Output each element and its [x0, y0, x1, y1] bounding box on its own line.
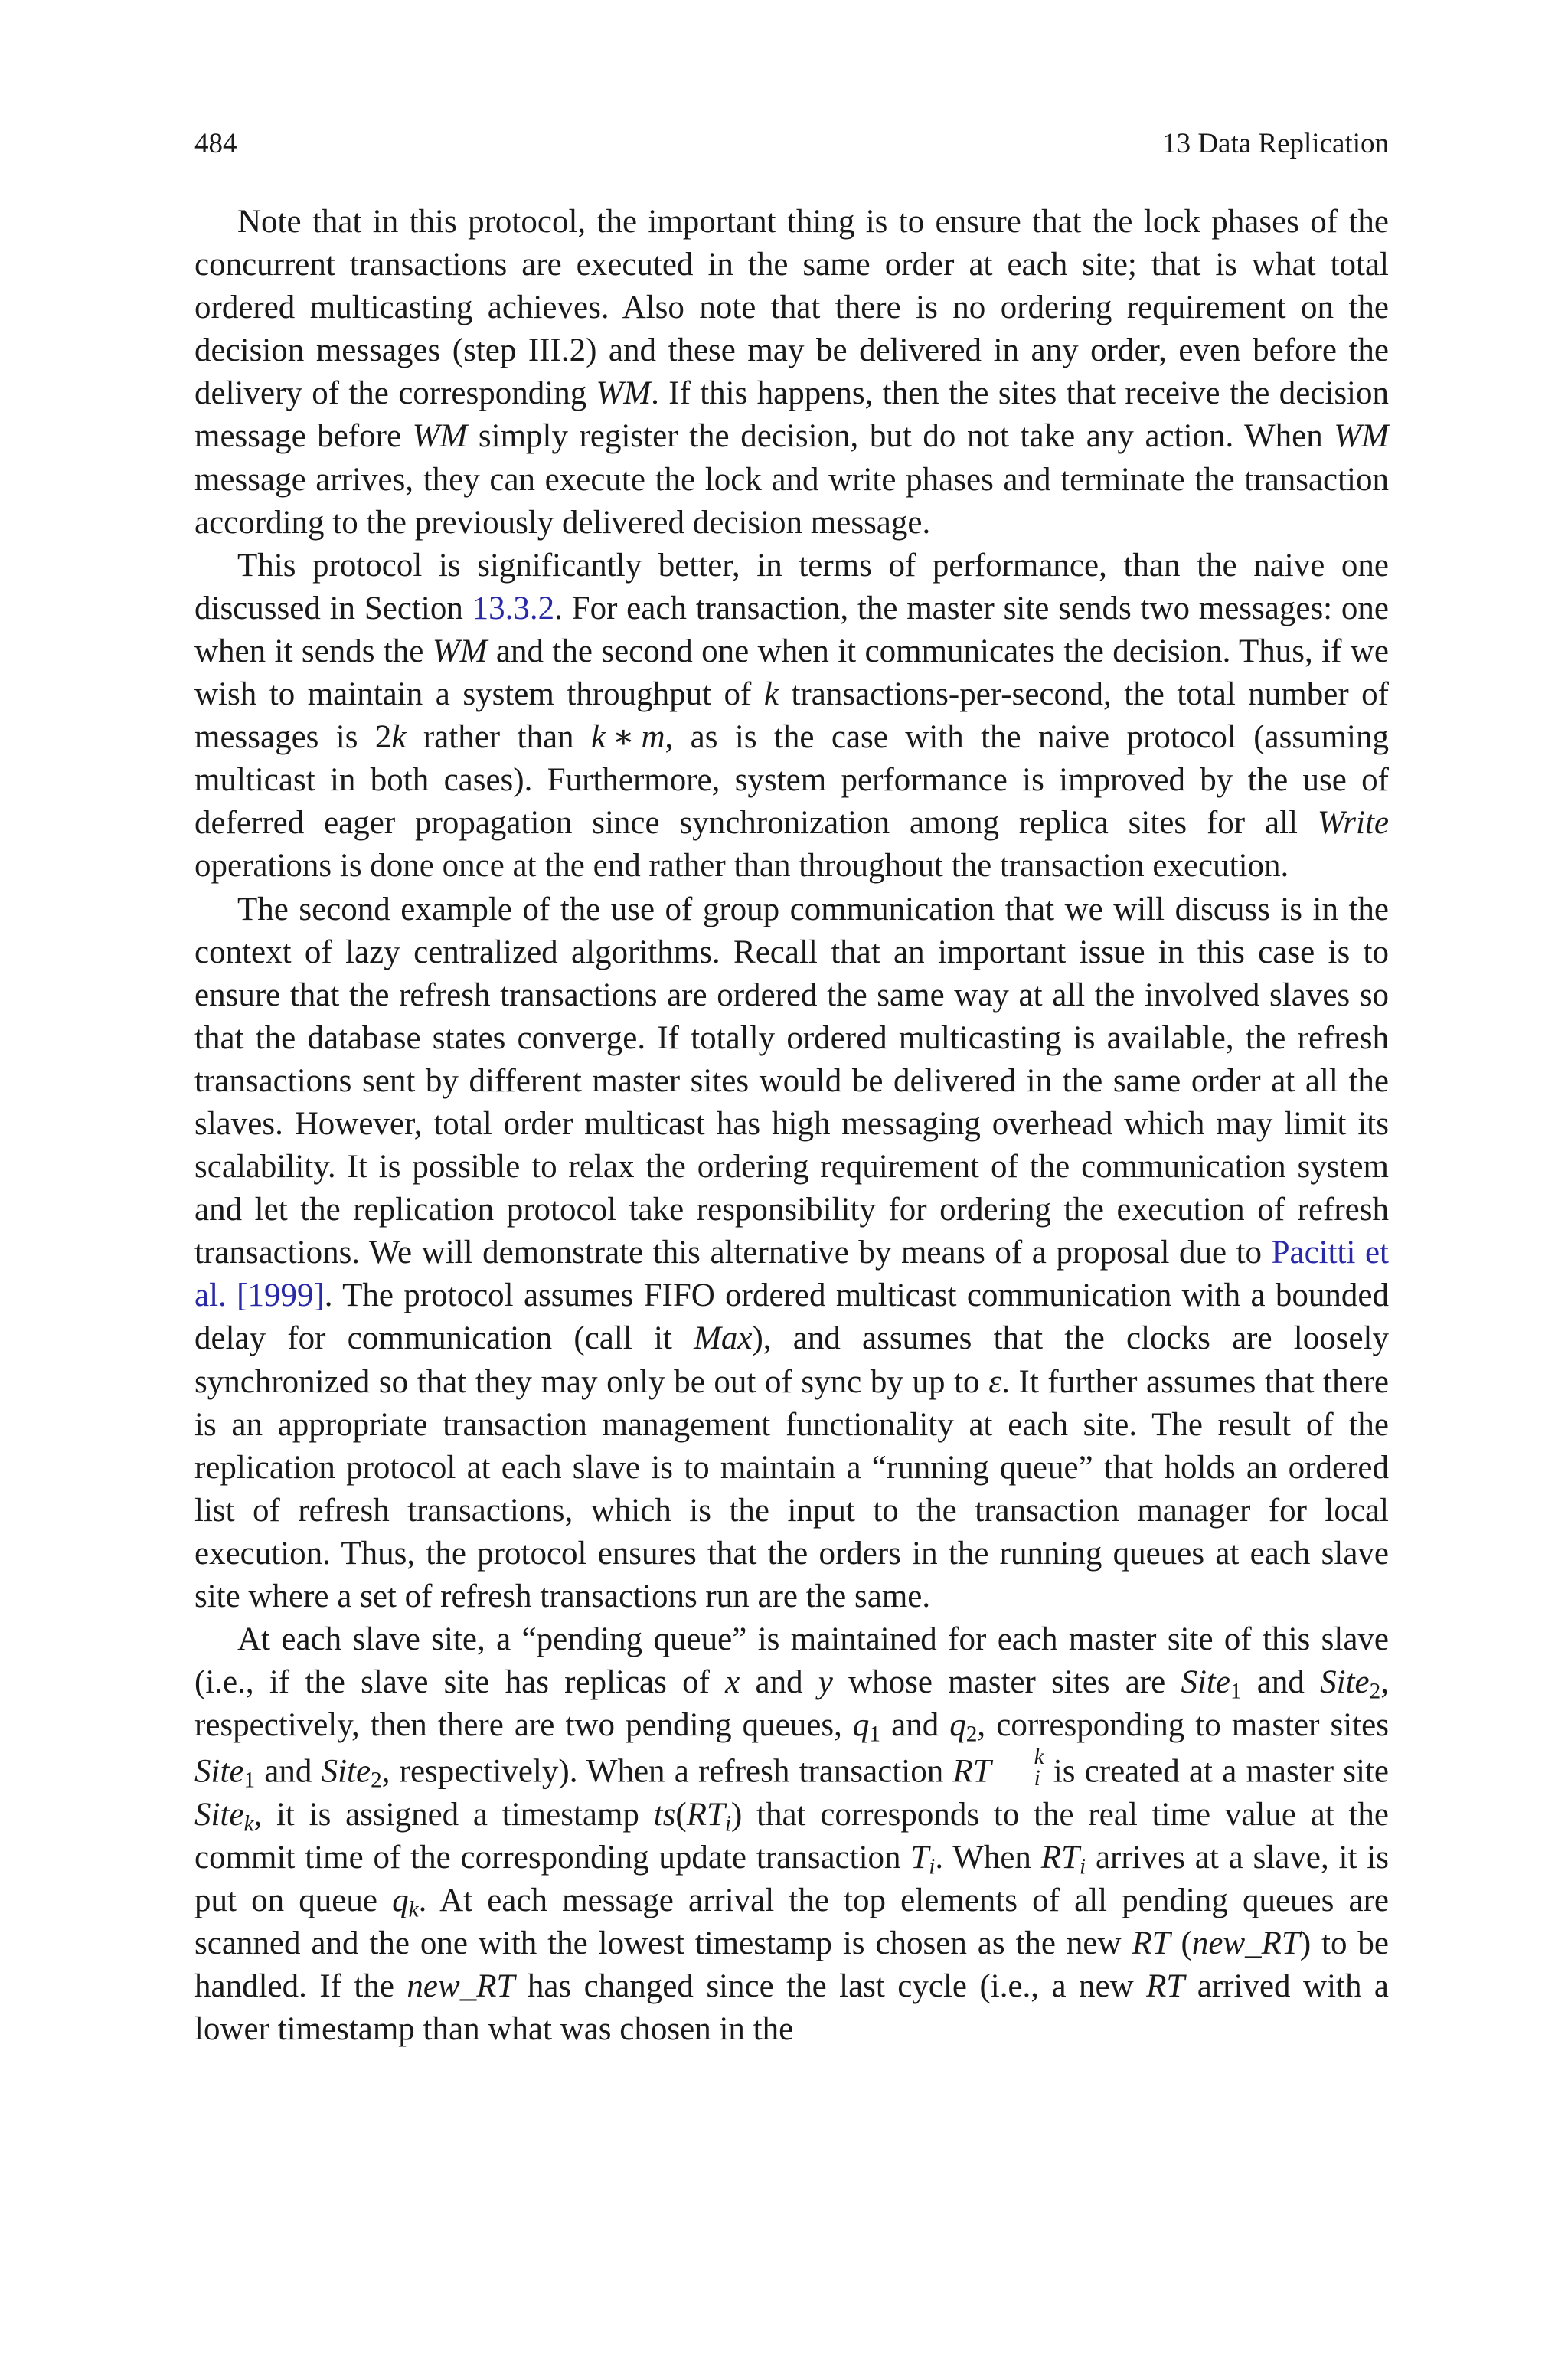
paragraph-1: Note that in this protocol, the important thing is to ensure that the lock phases of the concurrent transactions are executed in the same order at each site; that is what total ordered multicasting achieves. Also note that there is no ordering requirement on the decision messages (step III.2) and these may be delivered in any order, even before the delivery of the corresponding WM. If this happens, then the sites that receive the decision message before WM simply register the decision, but do not take any action. When WM message arrives, they can execute the lock and write phases and terminate the transaction according to the previously delivered decision message. [194, 204, 1389, 541]
paragraph-4: At each slave site, a “pending queue” is maintained for each master site of this slave (i.e., if the slave site has replicas of x and y whose master sites are Site$_1$ and Site$_2$, respectively, then there are two pending queues, $q_1$ and $q_2$, corresponding to master sites Site$_1$ and Site$_2$, respectively). When a refresh transaction RT k i is created at a master site Site$_k$, it is assigned a timestamp $ts(RT_i)$ that corresponds to the real time value at the commit time of the corresponding update transaction $T_i$. When $RT_i$ arrives at a slave, it is put on queue $q_k$. At each message arrival the top elements of all pending queues are scanned and the one with the lowest timestamp is chosen as the new RT (new_RT) to be handled. If the new_RT has changed since the last cycle (i.e., a new RT arrived with a lower timestamp than what was chosen in the [194, 1621, 1390, 2048]
paragraph-3: The second example of the use of group communication that we will discuss is in the context of lazy centralized algorithms. Recall that an important issue in this case is to ensure that the refresh transactions are ordered the same way at all the involved slaves so that the database states converge. If totally ordered multicasting is available, the refresh transactions sent by different master sites would be delivered in the same order at all the slaves. However, total order multicast has high messaging overhead which may limit its scalability. It is possible to relax the ordering requirement of the communication system and let the replication protocol take responsibility for ordering the execution of refresh transactions. We will demonstrate this alternative by means of a proposal due to Pacitti et al. [1999]. The protocol assumes FIFO ordered multicast communication with a bounded delay for communication (call it Max), and assumes that the clocks are loosely synchronized so that they may only be out of sync by up to ε. It further assumes that there is an appropriate transaction management functionality at each site. The result of the replication protocol at each slave is to maintain a “running queue” that holds an ordered list of refresh transactions, which is the input to the transaction manager for local execution. Thus, the protocol ensures that the orders in the running queues at each slave site where a set of refresh transactions run are the same. [194, 891, 1390, 1614]
body-text [194, 201, 1389, 2051]
chapter-title: 13 Data Replication [1162, 128, 1389, 159]
citation-link[interactable]: Pacitti et al. [1999] [194, 1235, 1390, 1314]
page-number: 484 [194, 128, 237, 159]
supsub-index: k i [1034, 1745, 1044, 1791]
section-link[interactable]: 13.3.2 [472, 590, 555, 626]
paragraph-2: This protocol is significantly better, in terms of performance, than the naive one discussed in Section 13.3.2. For each transaction, the master site sends two messages: one when it sends the WM and the second one when it communicates the decision. Thus, if we wish to maintain a system throughput of k transactions-per-second, the total number of messages is 2k rather than k ∗ m, as is the case with the naive protocol (assuming multicast in both cases). Furthermore, system performance is improved by the use of deferred eager propagation since synchronization among replica sites for all Write operations is done once at the end rather than throughout the transaction execution. [194, 547, 1390, 885]
running-header [194, 123, 1389, 165]
